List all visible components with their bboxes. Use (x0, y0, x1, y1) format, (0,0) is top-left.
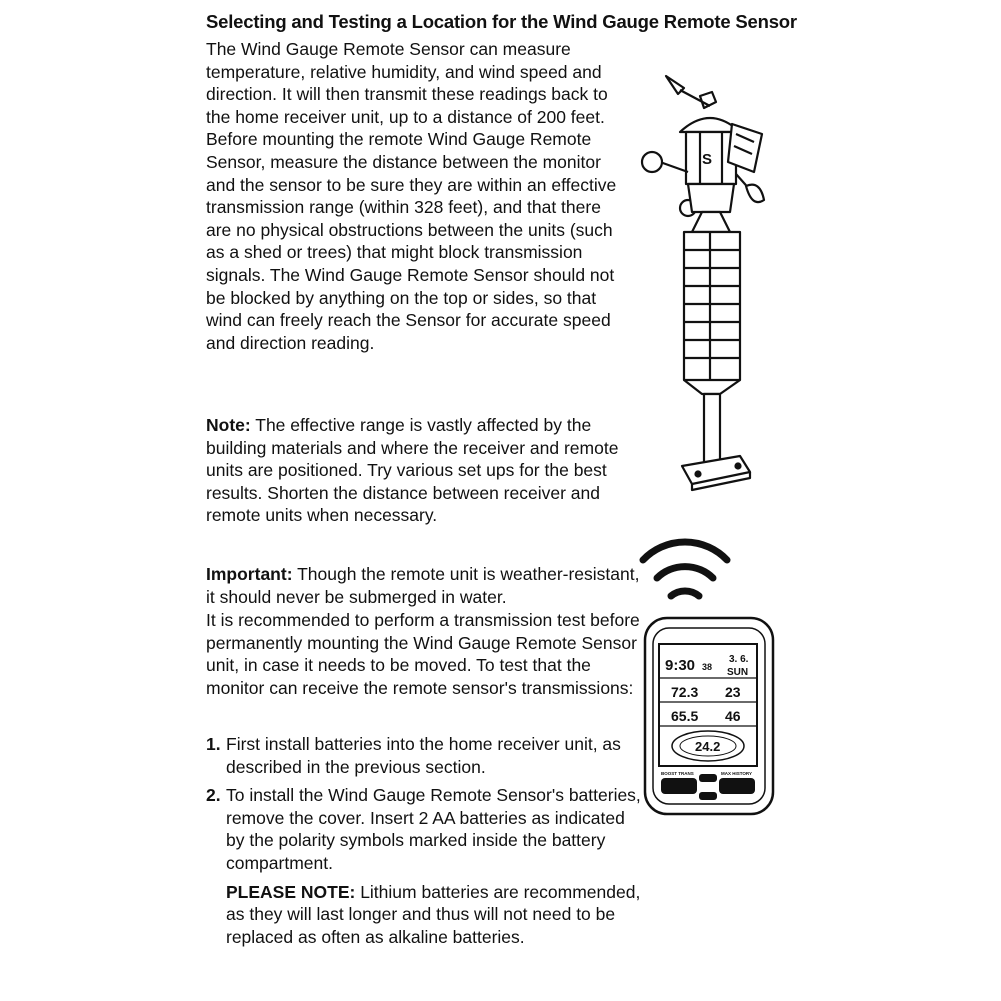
boost-trans-label: BOOST TRANS (661, 771, 694, 776)
note-text: The effective range is vastly affected by the building materials and where the receiver and remote units are positioned. Try various set ups for the best results. Shorten the distance between receiver and remote units when necessary. (206, 415, 619, 526)
max-history-label: MAX HISTORY (721, 771, 753, 776)
display-indoor-humidity: 46 (725, 708, 741, 724)
important-label: Important: (206, 564, 293, 584)
list-item (206, 733, 646, 778)
step-text: First install batteries into the home receiver unit, as described in the previous section. (226, 734, 621, 777)
please-note (226, 881, 646, 949)
important-text: Though the remote unit is weather-resistant, it should never be submerged in water. (206, 564, 640, 607)
direction-letter: S (702, 151, 713, 168)
step-text: To install the Wind Gauge Remote Sensor's batteries, remove the cover. Insert 2 AA batteries as indicated by the polarity symbols marked inside the battery compartment. (226, 785, 641, 873)
step-number: 1. (206, 734, 221, 754)
note-label: Note: (206, 415, 251, 435)
test-intro-paragraph: It is recommended to perform a transmission test before permanently mounting the Wind Gauge Remote Sensor unit, in case it needs to be moved. To test that the monitor can receive the remote sensor's transmissions: (206, 610, 640, 698)
display-outdoor-humidity: 23 (725, 684, 741, 700)
please-note-text: Lithium batteries are recommended, as they will last longer and thus will not need to be replaced as often as alkaline batteries. (226, 881, 641, 947)
please-note-label: PLEASE NOTE: (226, 881, 356, 902)
receiver-illustration (635, 520, 785, 820)
signal-waves-icon (643, 542, 727, 596)
important-paragraph (206, 563, 646, 608)
display-indoor-temp: 65.5 (671, 708, 699, 724)
step-number: 2. (206, 785, 221, 806)
steps-list (206, 733, 646, 954)
intro-paragraph: The Wind Gauge Remote Sensor can measure temperature, relative humidity, and wind speed and direction. It will then transmit these readings back to the home receiver unit, up to a distance of 200 feet. Before mounting the remote Wind Gauge Remote Sensor, measure the distance between the monitor and the sensor to be sure they are within an effective transmission range (within 328 feet), and that there are no physical obstructions between the units (such as a shed or trees) that might block transmission signals. The Wind Gauge Remote Sensor should not be blocked by anything on the top or sides, so that wind can freely reach the Sensor for accurate speed and direction reading. (206, 39, 617, 353)
display-outdoor-temp: 72.3 (671, 684, 699, 700)
note-paragraph (206, 414, 636, 527)
display-seconds: 38 (702, 662, 713, 672)
page-title: Selecting and Testing a Location for the Wind Gauge Remote Sensor (206, 11, 797, 32)
wind-sensor-illustration (640, 62, 770, 497)
list-item (206, 784, 646, 948)
display-day: SUN (727, 667, 749, 678)
display-time: 9:30 (665, 657, 696, 674)
display-wind-speed: 24.2 (695, 739, 721, 754)
display-date: 3. 6. (729, 654, 749, 665)
